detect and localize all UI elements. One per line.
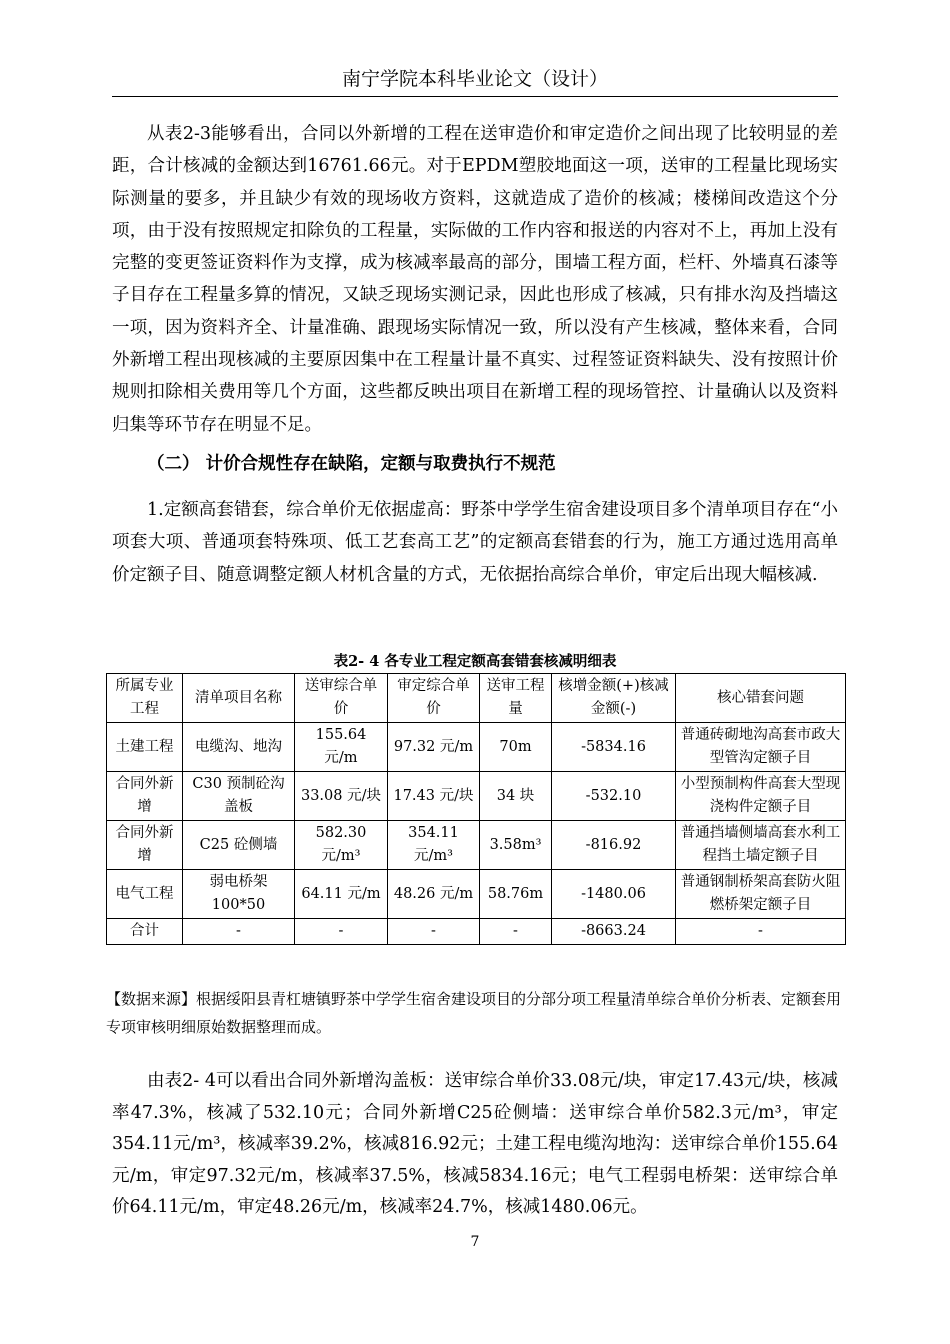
table-cell: - bbox=[676, 919, 846, 945]
body-paragraph-3: 由表2- 4可以看出合同外新增沟盖板：送审综合单价33.08元/块，审定17.43元/块，核减率47.3%，核减了532.10元；合同外新增C25砼侧墙：送审综合单价582.3元/m³，审定354.11元/m³，核减率39.2%，核减816.92元；土建工程电缆沟地沟：送审综合单价155.64元/m，审定97.32元/m，核减率37.5%，核减5834.16元；电气工程弱电桥架：送审综合单价64.11元/m，审定48.26元/m，核减率24.7%，核减1480.06元。 bbox=[112, 1071, 838, 1217]
table-cell: 155.64 元/m bbox=[295, 723, 388, 772]
table-cell: -816.92 bbox=[552, 821, 676, 870]
table-row bbox=[107, 821, 846, 870]
header-cell: 清单项目名称 bbox=[183, 674, 295, 723]
table-cell: 48.26 元/m bbox=[388, 870, 480, 919]
table-cell: 354.11 元/m³ bbox=[388, 821, 480, 870]
table-cell: 34 块 bbox=[480, 772, 552, 821]
header-cell: 核增金额(+)核减金额(-) bbox=[552, 674, 676, 723]
table-row bbox=[107, 723, 846, 772]
table-source-note: 【数据来源】根据绥阳县青杠塘镇野茶中学学生宿舍建设项目的分部分项工程量清单综合单价分析表、定额套用专项审核明细原始数据整理而成。 bbox=[106, 990, 842, 1036]
table-caption: 表2- 4 各专业工程定额高套错套核减明细表 bbox=[333, 653, 617, 670]
table-cell: 64.11 元/m bbox=[295, 870, 388, 919]
table-row bbox=[107, 870, 846, 919]
header-cell: 审定综合单价 bbox=[388, 674, 480, 723]
table-cell: 土建工程 bbox=[107, 723, 183, 772]
page-number: 7 bbox=[470, 1234, 480, 1250]
table-cell: 582.30 元/m³ bbox=[295, 821, 388, 870]
table-cell: 17.43 元/块 bbox=[388, 772, 480, 821]
header-rule bbox=[112, 96, 838, 97]
page-header: 南宁学院本科毕业论文（设计） bbox=[341, 68, 608, 90]
table-cell: - bbox=[295, 919, 388, 945]
table-cell: -532.10 bbox=[552, 772, 676, 821]
table-cell: 普通钢制桥架高套防火阻燃桥架定额子目 bbox=[676, 870, 846, 919]
header-cell: 送审综合单价 bbox=[295, 674, 388, 723]
table-cell: 合同外新增 bbox=[107, 821, 183, 870]
table-row bbox=[107, 772, 846, 821]
table-cell: - bbox=[183, 919, 295, 945]
table-cell: 小型预制构件高套大型现浇构件定额子目 bbox=[676, 772, 846, 821]
table-cell: C25 砼侧墙 bbox=[183, 821, 295, 870]
table-cell: 97.32 元/m bbox=[388, 723, 480, 772]
data-table bbox=[106, 673, 846, 945]
table-cell: 合同外新增 bbox=[107, 772, 183, 821]
header-cell: 送审工程量 bbox=[480, 674, 552, 723]
table-cell: 弱电桥架 100*50 bbox=[183, 870, 295, 919]
table-total-row bbox=[107, 919, 846, 945]
table-cell: 电缆沟、地沟 bbox=[183, 723, 295, 772]
table-cell: 普通砖砌地沟高套市政大型管沟定额子目 bbox=[676, 723, 846, 772]
table-cell: 33.08 元/块 bbox=[295, 772, 388, 821]
table-cell: 3.58m³ bbox=[480, 821, 552, 870]
table-cell: 70m bbox=[480, 723, 552, 772]
header-cell: 核心错套问题 bbox=[676, 674, 846, 723]
table-header-row bbox=[107, 674, 846, 723]
table-cell: - bbox=[480, 919, 552, 945]
table-cell: 58.76m bbox=[480, 870, 552, 919]
table-cell: -8663.24 bbox=[552, 919, 676, 945]
table-cell: 普通挡墙侧墙高套水利工程挡土墙定额子目 bbox=[676, 821, 846, 870]
table-cell: - bbox=[388, 919, 480, 945]
table-cell: 合计 bbox=[107, 919, 183, 945]
header-cell: 所属专业工程 bbox=[107, 674, 183, 723]
table-cell: -1480.06 bbox=[552, 870, 676, 919]
body-paragraph-2: 1.定额高套错套，综合单价无依据虚高：野茶中学学生宿舍建设项目多个清单项目存在“小项套大项、普通项套特殊项、低工艺套高工艺”的定额高套错套的行为，施工方通过选用高单价定额子目、随意调整定额人材机含量的方式，无依据抬高综合单价，审定后出现大幅核减. bbox=[112, 500, 838, 585]
table-cell: 电气工程 bbox=[107, 870, 183, 919]
table-cell: -5834.16 bbox=[552, 723, 676, 772]
table-cell: C30 预制砼沟盖板 bbox=[183, 772, 295, 821]
section-heading: （二） 计价合规性存在缺陷，定额与取费执行不规范 bbox=[147, 454, 556, 474]
body-paragraph-1: 从表2-3能够看出，合同以外新增的工程在送审造价和审定造价之间出现了比较明显的差距，合计核减的金额达到16761.66元。对于EPDM塑胶地面这一项，送审的工程量比现场实际测量的要多，并且缺少有效的现场收方资料，这就造成了造价的核减；楼梯间改造这个分项，由于没有按照规定扣除负的工程量，实际做的工作内容和报送的内容对不上，再加上没有完整的变更签证资料作为支撑，成为核减率最高的部分，围墙工程方面，栏杆、外墙真石漆等子目存在工程量多算的情况，又缺乏现场实测记录，因此也形成了核减，只有排水沟及挡墙这一项，因为资料齐全、计量准确、跟现场实际情况一致，所以没有产生核减，整体来看，合同外新增工程出现核减的主要原因集中在工程量计量不真实、过程签证资料缺失、没有按照计价规则扣除相关费用等几个方面，这些都反映出项目在新增工程的现场管控、计量确认以及资料归集等环节存在明显不足。 bbox=[112, 124, 838, 435]
